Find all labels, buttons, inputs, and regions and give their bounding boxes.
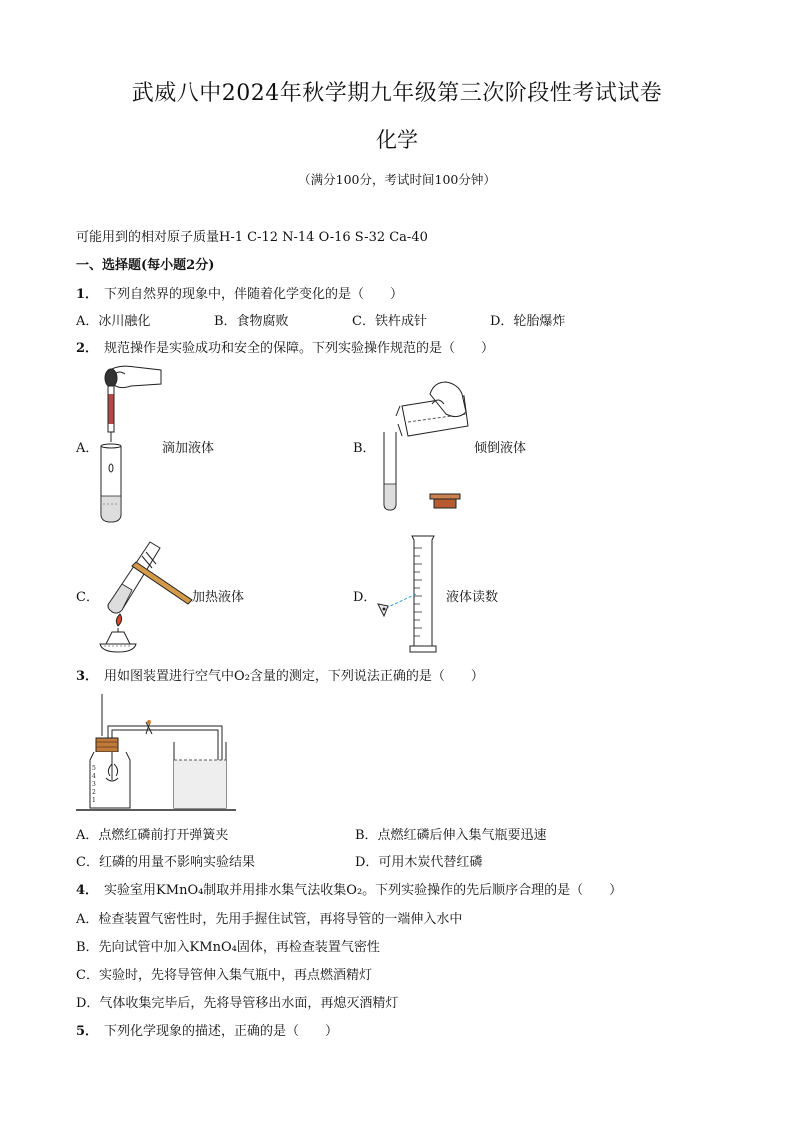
q3-option-a: A．点燃红磷前打开弹簧夹: [76, 828, 229, 843]
cylinder-reading-illustration: [372, 534, 452, 654]
pouring-illustration: [372, 376, 482, 516]
exam-note: （满分100分，考试时间100分钟）: [298, 172, 496, 187]
question-5: [76, 1020, 338, 1039]
heating-illustration: [96, 540, 196, 655]
q2-figure-b-letter: B．: [353, 441, 376, 456]
atomic-masses: 可能用到的相对原子质量H-1 C-12 N-14 O-16 S-32 Ca-40: [76, 230, 428, 245]
question-stem: 下列化学现象的描述，正确的是（ ）: [104, 1024, 339, 1039]
q2-figure-b-caption: 倾倒液体: [474, 441, 527, 456]
svg-text:3: 3: [92, 781, 96, 788]
q2-figure-c-letter: C．: [76, 590, 99, 605]
q2-figure-d-letter: D．: [353, 590, 377, 605]
question-stem: 用如图装置进行空气中O₂含量的测定，下列说法正确的是（ ）: [104, 669, 484, 684]
question-number: 5．: [76, 1024, 99, 1039]
question-number: 3．: [76, 669, 99, 684]
q4-option-d: D．气体收集完毕后，先将导管移出水面，再熄灭酒精灯: [76, 996, 399, 1011]
svg-text:4: 4: [92, 773, 96, 780]
question-number: 2．: [76, 341, 99, 356]
q3-option-c: C．红磷的用量不影响实验结果: [76, 855, 255, 870]
q2-figure-d-caption: 液体读数: [446, 590, 499, 605]
svg-text:2: 2: [92, 789, 96, 796]
svg-text:5: 5: [92, 765, 96, 772]
section-heading: 一、选择题(每小题2分): [76, 258, 215, 273]
exam-title: 武威八中2024年秋学期九年级第三次阶段性考试试卷: [131, 81, 663, 106]
question-1: [76, 283, 403, 302]
question-stem: 规范操作是实验成功和安全的保障。下列实验操作规范的是（ ）: [104, 341, 495, 356]
question-stem: 下列自然界的现象中，伴随着化学变化的是（ ）: [104, 287, 404, 302]
q1-option-a: A．冰川融化: [76, 314, 151, 329]
q1-option-b: B．食物腐败: [214, 314, 289, 329]
q3-option-b: B．点燃红磷后伸入集气瓶要迅速: [355, 828, 547, 843]
q1-option-c: C．铁杵成针: [352, 314, 427, 329]
subject-title: 化学: [376, 128, 418, 152]
question-4: [76, 879, 622, 898]
q1-option-d: D．轮胎爆炸: [490, 314, 566, 329]
q4-option-c: C．实验时，先将导管伸入集气瓶中，再点燃酒精灯: [76, 968, 372, 983]
question-number: 4．: [76, 883, 99, 898]
q2-figure-c-caption: 加热液体: [192, 590, 245, 605]
q4-option-a: A．检查装置气密性时，先用手握住试管，再将导管的一端伸入水中: [76, 912, 463, 927]
dropper-illustration: [95, 364, 165, 524]
q2-figure-a-caption: 滴加液体: [162, 441, 215, 456]
q2-figure-a-letter: A．: [76, 441, 99, 456]
question-2: [76, 337, 494, 356]
q3-option-d: D．可用木炭代替红磷: [355, 855, 483, 870]
question-stem: 实验室用KMnO₄制取并用排水集气法收集O₂。下列实验操作的先后顺序合理的是（ ）: [104, 883, 623, 898]
question-number: 1．: [76, 287, 99, 302]
oxygen-apparatus-illustration: [76, 690, 236, 815]
svg-text:1: 1: [92, 797, 96, 804]
question-3: [76, 665, 484, 684]
q4-option-b: B．先向试管中加入KMnO₄固体，再检查装置气密性: [76, 940, 380, 955]
